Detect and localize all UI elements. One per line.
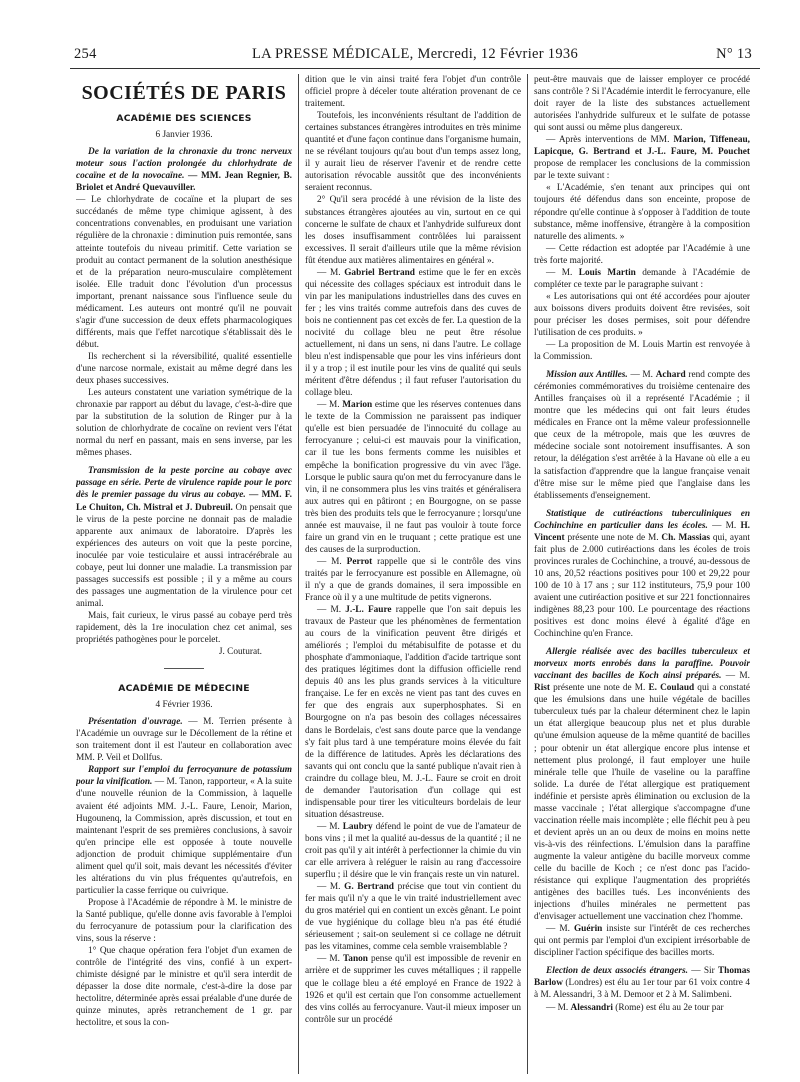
issue-number: N° 13 <box>716 46 752 62</box>
article: De la variation de la chronaxie du tronc nerveux moteur sous l'action prolongée du chlorhydrate de cocaïne et de la novocaïne. — MM. Jean Regnier, B. Briolet et André Quevauviller. <box>76 147 292 194</box>
paragraph: — La proposition de M. Louis Martin est renvoyée à la Commission. <box>534 340 750 363</box>
article: Présentation d'ouvrage. — M. Terrien présente à l'Académie un ouvrage sur le Décollement de la rétine et son traitement dont il est l'auteur en collaboration avec MM. P. Veil et Dollfus. <box>76 717 292 764</box>
journal-title: LA PRESSE MÉDICALE, Mercredi, 12 Février 1936 <box>251 46 579 62</box>
article: Rapport sur l'emploi du ferrocyanure de potassium pour la vinification. — M. Tanon, rapporteur, « A la suite d'une nouvelle réunion de la Commission, à laquelle avaient été adjoints MM. J.-L. Faure, Lenoir, Marion, Hugounenq, la Commission, après discussion, et tout en maintenant l'esprit de ses premières conclusions, à savoir qu'en principe elle est opposée à toute nouvelle adjonction de produit chimique supplémentaire d'un aliment quel qu'il soit, mais devant les nécessités d'éviter les altérations du vin plus fréquentes qu'autrefois, en particulier la casse ferrique ou cuivrique. <box>76 765 292 896</box>
paragraph: Les auteurs constatent une variation symétrique de la chronaxie par rapport au début du lavage, c'est-à-dire que par la substitution de la solution de Ringer pur à la solution de chlorhydrate de cocaïne on revient vers l'état normal du nerf en passant, mais en sens inverse, par les mêmes phases. <box>76 388 292 459</box>
column-divider <box>298 74 299 1074</box>
paragraph: — Le chlorhydrate de cocaïne et la plupart de ses succédanés de même type chimique agissent, à des concentrations convenables, en produisant une variation régulière de la chronaxie : diminution puis remontée, sans atteinte toutefois du niveau primitif. Cette variation se produit au contact permanent de la solution anesthésique et de la préparation neuro-musculaire complètement isolée. Elle traduit donc l'évolution d'un processus important, prenant naissance sous l'influence seule du médicament. Les auteurs ont montré qu'il ne pouvait s'agir d'une succession de deux effets pharmacologiques différents, mais que l'effet narcotique s'établissait dès le début. <box>76 195 292 350</box>
paragraph: peut-être mauvais que de laisser employer ce procédé sans contrôle ? Si l'Académie interdit le ferrocyanure, elle doit rayer de la liste des substances actuellement autorisées l'anhydride sulfureux et le sulfate de potasse qui sont aussi ou même plus dangereux. <box>534 75 750 134</box>
article: Transmission de la peste porcine au cobaye avec passage en série. Perte de virulence rapide pour le porc dès le premier passage du virus au cobaye. — MM. F. Le Chuiton, Ch. Mistral et J. Dubreuil. On pensait que le virus de la peste porcine ne donnait pas de maladie apparente aux animaux de laboratoire. D'après les expériences des auteurs on voit que la peste porcine, inoculée par voie testiculaire et aussi intracérébrale au cobaye, peut lui donner une maladie. La transmission par passages successifs est possible ; il y a même au cours des passages une augmentation de la virulence pour cet animal. <box>76 466 292 609</box>
society-heading: ACADÉMIE DE MÉDECINE <box>118 683 250 695</box>
quote: « L'Académie, s'en tenant aux principes qui ont toujours été défendus dans son enceinte, propose de répondre qu'elle continue à s'opposer à l'addition de toute substance, même inoffensive, étrangère à la composition naturelle des aliments. » <box>534 183 750 242</box>
intervention: — M. Tanon pense qu'il est impossible de revenir en arrière et de supprimer les cuves métalliques ; il rappelle que le collage bleu a été employé en France de 1922 à 1926 et qu'il est certain que l'on consomme actuellement des vins collés au ferrocyanure. Vaut-il mieux imposer un contrôle sur un procédé <box>305 954 521 1025</box>
paragraph: Toutefois, les inconvénients résultant de l'addition de certaines substances étrangères introduites en très minime quantité et d'une façon continue dans l'organisme humain, ne se révélant toujours qu'au bout d'un temps assez long, il y aurait lieu de réserver l'avenir et de rendre cette autorisation révocable aussitôt que des inconvénients seraient reconnus. <box>305 111 521 194</box>
intervention: — Après interventions de MM. Marion, Tiffeneau, Lapicque, G. Bertrand et J.-L. Faure, M. Pouchet propose de remplacer les conclusions de la commission par le texte suivant : <box>534 135 750 182</box>
paragraph: Propose à l'Académie de répondre à M. le ministre de la Santé publique, qu'elle donne avis favorable à l'emploi du ferrocyanure de potassium pour la clarification des vins, sous la réserve : <box>76 897 292 945</box>
paragraph: 2° Qu'il sera procédé à une révision de la liste des substances étrangères ajoutées au vin, surtout en ce qui concerne le sulfate de chaux et l'anhydride sulfureux dont les doses insuffisamment contrôlées lui paraissent excessives. Il serait d'ailleurs utile que la même révision fût étendue aux matières alimentaires en général ». <box>305 195 521 266</box>
intervention: — M. Perrot rappelle que si le contrôle des vins traités par le ferrocyanure est possible en Allemagne, où il n'y a que de grands domaines, il sera impossible en France où il y a une multitude de petits vignerons. <box>305 556 521 604</box>
intervention: — M. Marion estime que les réserves contenues dans le texte de la Commission ne paraissent pas indiquer qu'elle est bien persuadée de l'innocuité du collage au ferrocyanure ; celui-ci est mauvais pour la vinification, car il tue les bons ferments comme les nuisibles et empêche la bonification progressive du vin avec l'âge. Lorsque le public saura qu'on met du ferrocyanure dans le vin, il ne consommera plus les vins traités et généralisera aux autres qui en pâtiront ; en Bourgogne, on se passe très bien des produits tels que le ferrocyanure ; lorsqu'une année est mauvaise, il ne faut pas vouloir à toute force faire un grand vin en le truquant ; cette pratique est une des causes de la surproduction. <box>305 400 521 555</box>
paragraph: Ils recherchent si la réversibilité, qualité essentielle d'une narcose normale, existait au même degré dans les deux phases successives. <box>76 351 292 387</box>
quote: « Les autorisations qui ont été accordées pour ajouter aux boissons divers produits doivent être revisées, soit pour préciser les doses permises, soit pour défendre l'utilisation de ces produits. » <box>534 291 750 338</box>
header-rule <box>70 68 760 69</box>
session-date: 4 Février 1936. <box>155 700 213 711</box>
column-2 <box>305 74 521 1074</box>
paragraph: Mais, fait curieux, le virus passé au cobaye perd très rapidement, dès la 1re inoculation chez cet animal, ses propriétés pathogènes pour le porcelet. <box>76 610 292 646</box>
article: Allergie réalisée avec des bacilles tuberculeux et morveux morts enrobés dans la paraffine. Pouvoir vaccinant des bacilles de Koch ainsi préparés. — M. Rist présente une note de M. E. Coulaud qui a constaté que les émulsions dans une huile végétale de bacilles tuberculeux tués par la chaleur déterminent chez le lapin un état allergique beaucoup plus net et plus durable qu'une émulsion aqueuse de la même quantité de bacilles ; pour obtenir un état allergique encore plus intense et nettement plus prolongé, il faut employer une huile minérale telle que l'huile de vaseline ou la paraffine solide. La durée de l'état allergique est pratiquement indéfinie et persiste après élimination ou exclusion de la masse vaccinale ; l'état allergique s'accompagne d'une vaccination réelle mais incomplète ; elle fléchit peu à peu et devient après un an ou deux de moins en moins nette vis-à-vis des réinfections. L'émulsion dans la paraffine augmente la valeur antigène du bacille morveux comme celle du bacille de Koch ; ce n'est donc pas l'acido-résistance qui explique l'augmentation des propriétés antigènes des bacilles tués. Les inconvénients des injections d'huiles minérales ne permettent pas d'envisager actuellement une vaccination chez l'homme. <box>534 647 750 923</box>
separator <box>164 668 204 669</box>
society-heading: ACADÉMIE DES SCIENCES <box>116 113 252 125</box>
running-header <box>70 46 760 68</box>
page-number: 254 <box>74 46 97 62</box>
intervention: — M. G. Bertrand précise que tout vin contient du fer mais qu'il n'y a que le vin traité industriellement avec du gros matériel qui en contient un excès gênant. Le point de vue hygiénique du collage bleu n'a pas été étudié sérieusement ; sait-on seulement si ce collage ne détruit pas les vitamines, comme cela semble vraisemblable ? <box>305 882 521 953</box>
intervention: — M. Louis Martin demande à l'Académie de compléter ce texte par le paragraphe suivant : <box>534 267 750 290</box>
section-heading: SOCIÉTÉS DE PARIS <box>81 82 287 104</box>
column-divider <box>527 74 528 1074</box>
intervention: — M. J.-L. Faure rappelle que l'on sait depuis les travaux de Pasteur que les phénomènes de fermentation au cours de la vinification peuvent être dirigés et améliorés ; l'emploi du métabisulfite de potasse et du phosphate d'ammoniaque, l'addition d'acide tartrique sont des pratiques légitimes dont la diffusion officielle rend depuis 40 ans les plus grands services à la viticulture française. Le fer en excès ne vient pas tant des cuves en fer que des engrais aux superphosphates. Si en Bourgogne on n'a pas besoin des collages nécessaires dans le Bordelais, c'est sans doute parce que la vendange s'y fait plus tard à une température moins élevée du fait de la différence de latitudes. Après les déclarations des savants qui ont conclu que la santé publique n'avait rien à craindre du collage bleu, M. J.-L. Faure se croit en droit de demander l'autorisation d'un collage qui est indispensable pour tirer les viticulteurs bordelais de leur situation désastreuse. <box>305 605 521 820</box>
article: Mission aux Antilles. — M. Achard rend compte des cérémonies commémoratives du troisième centenaire des Antilles françaises où il a représenté l'Académie ; il montre que les médecins qui ont fait leurs études médicales en France ont la même valeur professionnelle que ceux de la métropole, mais que les œuvres de médecine sociale sont notoirement insuffisantes. A son retour, la délégation s'est arrêtée à la Havane où elle a eu la satisfaction d'apprendre que la langue française venait d'être mise sur le même pied que l'anglaise dans les établissements d'enseignement. <box>534 370 750 501</box>
intervention: — M. Alessandri (Rome) est élu au 2e tour par <box>546 1002 724 1013</box>
paragraph: — Cette rédaction est adoptée par l'Académie à une très forte majorité. <box>534 243 750 266</box>
column-1 <box>76 74 292 1074</box>
article: Election de deux associés étrangers. — Sir Thomas Barlow (Londres) est élu au 1er tour par 61 voix contre 4 à M. Alessandri, 3 à M. Demoor et 2 à M. Salimbeni. <box>534 966 750 1001</box>
intervention: — M. Gabriel Bertrand estime que le fer en excès qui nécessite des collages spéciaux est introduit dans le vin par les manipulations industrielles dans des cuves en fer ; les vins traités comme autrefois dans des cuves de bois ne contiennent pas cet excès de fer. La question de la nocivité du collage bleu ne peut être résolue actuellement, ni dans un sens, ni dans l'autre. Le collage bleu n'est indispensable que pour les vins inférieurs dont il y a trop ; il est inutile pour les vins de qualité qui seuls méritent d'être défendus ; il faut refuser l'autorisation du collage bleu. <box>305 267 521 399</box>
paragraph: 1° Que chaque opération fera l'objet d'un examen de contrôle de l'intégrité des vins, confié à un expert-chimiste désigné par le ministre et qu'il sera interdit de dépasser la dose dite normale, c'est-à-dire la dose par hectolitre, déterminée après essai préalable d'une durée de quinze minutes, après retranchement de 1 gr. par hectolitre, et sous la con- <box>76 946 292 1029</box>
column-3 <box>534 74 750 1074</box>
paragraph: dition que le vin ainsi traité fera l'objet d'un contrôle officiel propre à déceler toute altération provenant de ce traitement. <box>305 75 521 110</box>
article: Statistique de cutiréactions tuberculiniques en Cochinchine en particulier dans les écoles. — M. H. Vincent présente une note de M. Ch. Massias qui, ayant fait plus de 2.000 cutiréactions dans les écoles de trois provinces rurales de Cochinchine, a trouvé, au-dessous de 10 ans, 20,52 réactions positives pour 100 et 29,22 pour 100 de 10 à 17 ans ; sur 112 instituteurs, 75,9 pour 100 avaient une cutiréaction positive et sur 221 fonctionnaires indigènes 88,23 pour 100. Le pourcentage des réactions positives est donc moins élevé à égalité d'âge en Cochinchine qu'en France. <box>534 508 750 640</box>
intervention: — M. Laubry défend le point de vue de l'amateur de bons vins ; il met la qualité au-dessus de la quantité ; il ne croit pas qu'il y ait intérêt à perfectionner la chimie du vin car elle arrivera à reléguer le raisin au rang d'accessoire superflu ; il désire que le vin français reste un vin naturel. <box>305 821 521 881</box>
session-date: 6 Janvier 1936. <box>155 130 213 141</box>
intervention: — M. Guérin insiste sur l'intérêt de ces recherches qui ont permis par l'emploi d'un excipient irrésorbable de discipliner l'action spécifique des bacilles morts. <box>534 924 750 959</box>
signature: J. Couturat. <box>218 647 262 658</box>
